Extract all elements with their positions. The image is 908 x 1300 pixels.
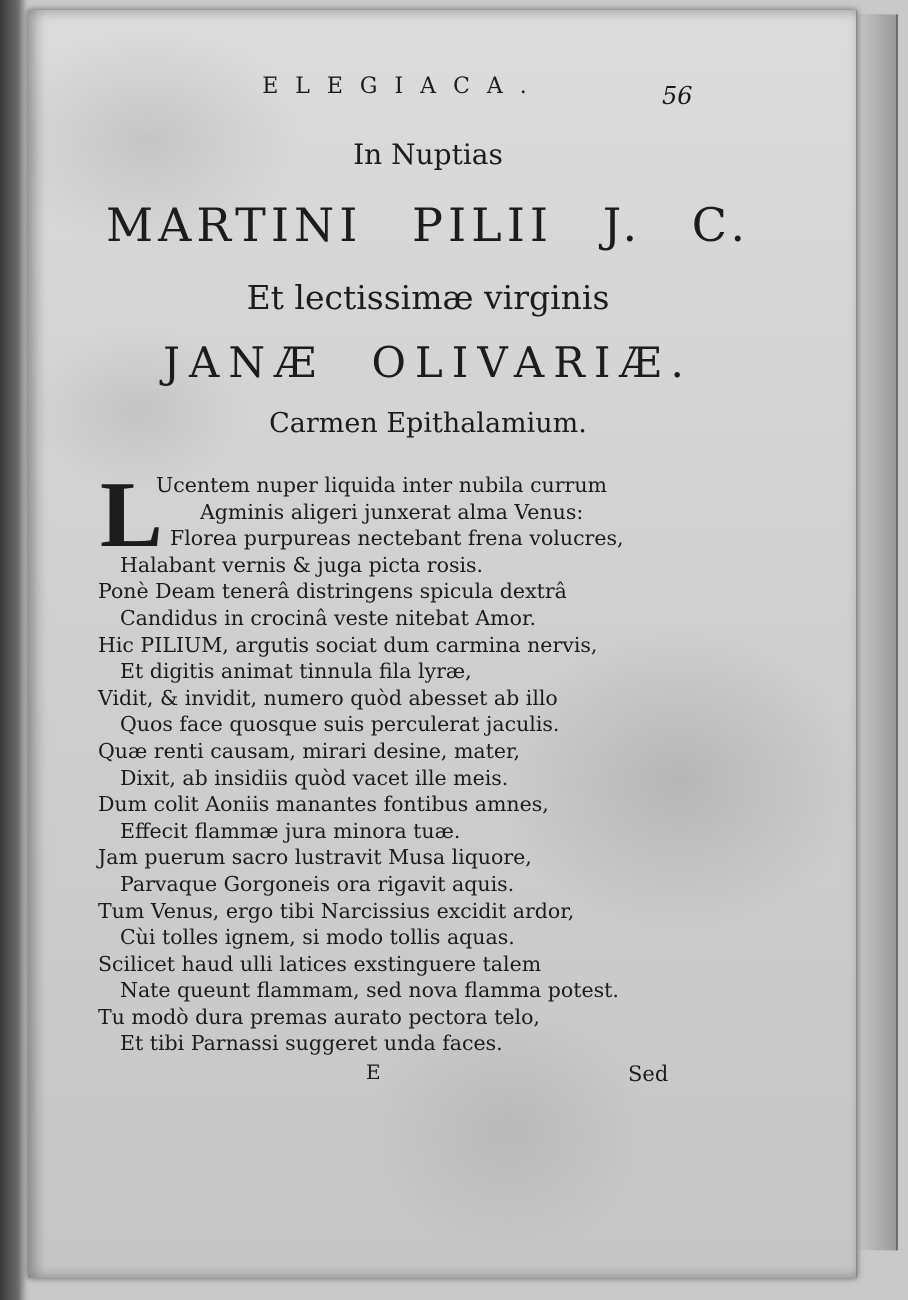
poem-line: Candidus in crocinâ veste nitebat Amor. xyxy=(120,605,537,630)
title-in-nuptias: In Nuptias xyxy=(353,138,503,171)
signature-mark: E xyxy=(366,1060,381,1084)
poem-line: Quæ renti causam, mirari desine, mater, xyxy=(98,738,521,763)
poem-line: Parvaque Gorgoneis ora rigavit aquis. xyxy=(120,871,515,896)
poem-body xyxy=(98,472,698,1057)
poem-line: Quos face quosque suis perculerat jaculis. xyxy=(120,712,560,737)
catchword: Sed xyxy=(628,1062,669,1086)
poem-line: Jam puerum sacro lustravit Musa liquore, xyxy=(98,845,532,870)
poem-line: Cùi tolles ignem, si modo tollis aquas. xyxy=(120,925,515,950)
poem-line: Hic PILIUM, argutis sociat dum carmina nervis, xyxy=(98,632,598,657)
poem-line: Ponè Deam tenerâ distringens spicula dextrâ xyxy=(98,579,567,604)
poem-line: Agminis aligeri junxerat alma Venus: xyxy=(200,499,584,524)
poem-line: Effecit flammæ jura minora tuæ. xyxy=(120,818,461,843)
title-groom-name: MARTINI PILII J. C. xyxy=(106,198,750,252)
poem-line: Vidit, & invidit, numero quòd abesset ab illo xyxy=(98,685,558,710)
poem-line: Nate queunt flammam, sed nova flamma potest. xyxy=(120,978,619,1003)
title-dedication: Et lectissimæ virginis xyxy=(246,278,610,317)
poem-line: Dum colit Aoniis manantes fontibus amnes, xyxy=(98,792,549,817)
poem-line: Scilicet haud ulli latices exstinguere talem xyxy=(98,951,542,976)
page-number: 56 xyxy=(662,82,693,110)
poem-line: Tum Venus, ergo tibi Narcissius excidit ardor, xyxy=(98,898,575,923)
poem-line: Ucentem nuper liquida inter nubila currum xyxy=(156,473,607,497)
running-head: ELEGIACA. xyxy=(262,74,544,99)
title-bride-name: JANÆ OLIVARIÆ. xyxy=(163,338,693,387)
poem-line: Halabant vernis & juga picta rosis. xyxy=(120,552,484,577)
poem-line: Et digitis animat tinnula fila lyræ, xyxy=(120,659,472,684)
poem-subtitle: Carmen Epithalamium. xyxy=(269,408,587,439)
book-page xyxy=(28,10,857,1278)
drop-cap: L xyxy=(100,463,163,567)
poem-line: Et tibi Parnassi suggeret unda faces. xyxy=(120,1031,503,1056)
poem-line: Florea purpureas nectebant frena volucres, xyxy=(170,526,624,551)
poem-line: Tu modò dura premas aurato pectora telo, xyxy=(98,1004,540,1029)
poem-line: Dixit, ab insidiis quòd vacet ille meis. xyxy=(120,765,509,790)
